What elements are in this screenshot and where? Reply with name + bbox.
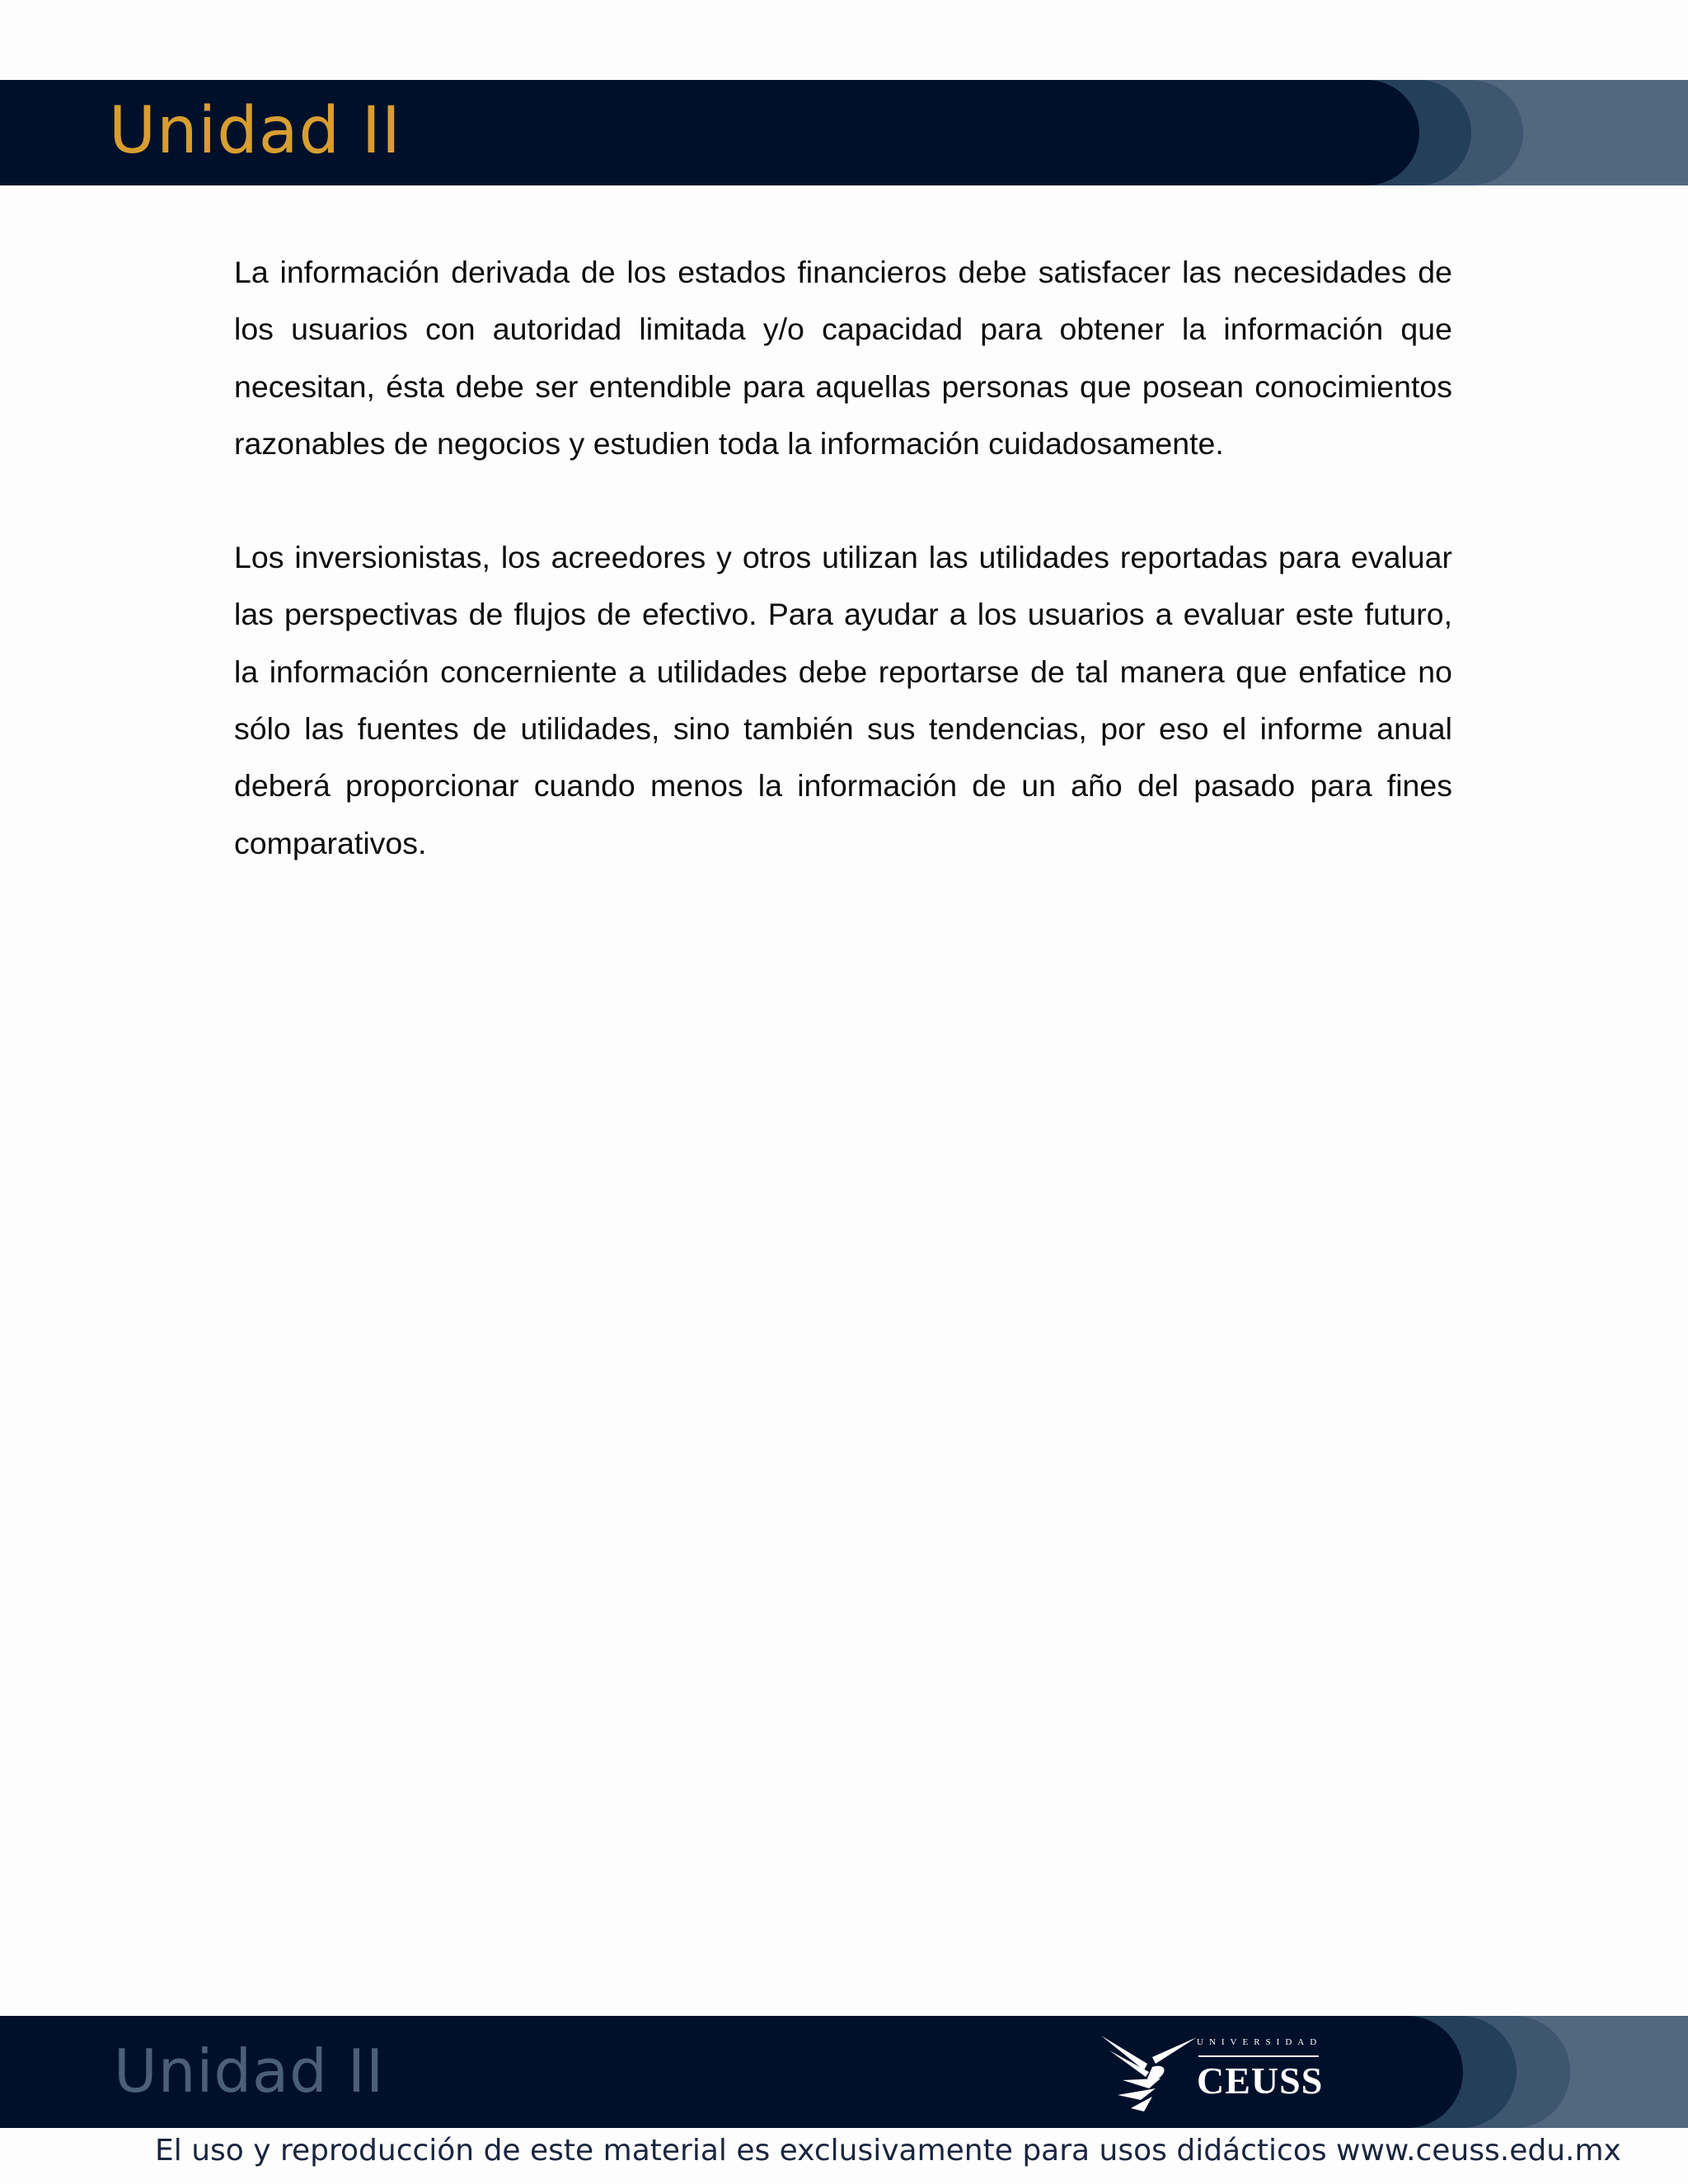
ceuss-bird-logo-icon xyxy=(1098,2031,1200,2113)
paragraph-2: Los inversionistas, los acreedores y otros utilizan las utilidades reportadas para evaluar las perspectivas de flujos de efectivo. Para ayudar a los usuarios a evaluar este futuro, la información concerniente a utilidades debe reportarse de tal manera que enfatice no sólo las fuentes de utilidades, sino también sus tendencias, por eso el informe anual deberá proporcionar cuando menos la información de un año del pasado para fines comparativos. xyxy=(234,540,1452,860)
footer-band xyxy=(0,2016,1688,2128)
document-body xyxy=(234,244,1452,929)
paragraph-1: La información derivada de los estados financieros debe satisfacer las necesidades de los usuarios con autoridad limitada y/o capacidad para obtener la información que necesitan, ésta debe ser entendible para aquellas personas que posean conocimientos razonables de negocios y estudien toda la información cuidadosamente. xyxy=(234,255,1452,461)
logo-name: CEUSS xyxy=(1197,2060,1324,2102)
header-title: Unidad II xyxy=(109,94,401,168)
ceuss-logo xyxy=(1098,2031,1324,2113)
logo-divider xyxy=(1198,2055,1319,2057)
logo-subtitle: UNIVERSIDAD xyxy=(1197,2037,1323,2047)
footer-disclaimer: El uso y reproducción de este material es exclusivamente para usos didácticos www.ceuss.edu.mx xyxy=(155,2134,1621,2168)
footer-title: Unidad II xyxy=(114,2036,385,2106)
header-band xyxy=(0,80,1688,185)
